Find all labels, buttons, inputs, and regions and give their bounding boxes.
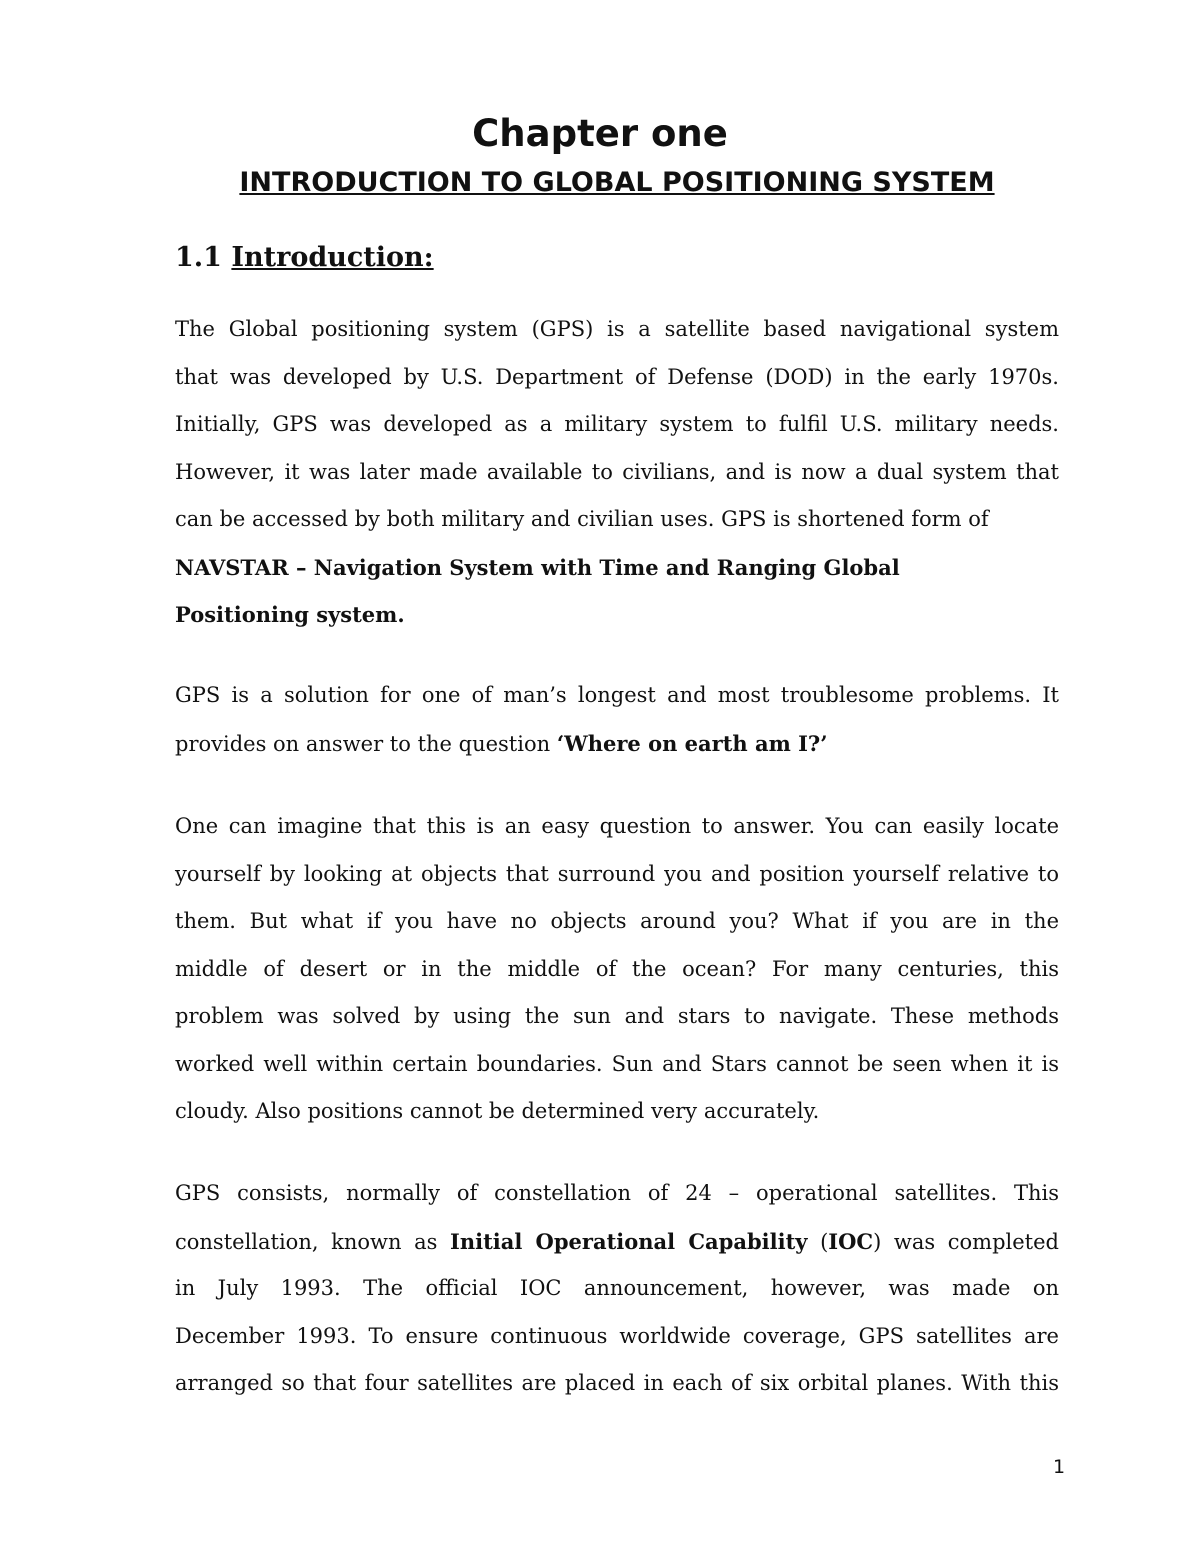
section-heading bbox=[175, 238, 434, 278]
question-quote: ‘Where on earth am I?’ bbox=[556, 730, 828, 756]
text-line: problem was solved by using the sun and stars to navigate. These methods bbox=[175, 1004, 1059, 1028]
section-title: Introduction: bbox=[231, 242, 434, 273]
text-line: can be accessed by both military and civilian uses. GPS is shortened form of bbox=[175, 507, 989, 531]
ioc-acronym: IOC bbox=[828, 1228, 874, 1254]
text-fragment: provides on answer to the question bbox=[175, 731, 557, 756]
section-number: 1.1 bbox=[175, 242, 222, 273]
text-line: The Global positioning system (GPS) is a satellite based navigational system bbox=[175, 317, 1059, 341]
text-line: However, it was later made available to civilians, and is now a dual system that bbox=[175, 459, 1059, 484]
chapter-title: Chapter one bbox=[472, 112, 728, 155]
page-number: 1 bbox=[1053, 1456, 1066, 1478]
text-line: them. But what if you have no objects around you? What if you are in the bbox=[175, 909, 1059, 933]
text-line-bold: NAVSTAR – Navigation System with Time and Ranging Global bbox=[175, 554, 900, 580]
paragraph-where-on-earth bbox=[175, 672, 1059, 767]
text-fragment: ( bbox=[807, 1229, 829, 1254]
text-line: in July 1993. The official IOC announcement, however, was made on bbox=[175, 1276, 1059, 1300]
text-line: Initially, GPS was developed as a military system to fulfil U.S. military needs. bbox=[175, 412, 1059, 436]
text-fragment: constellation, known as bbox=[175, 1229, 450, 1254]
text-line: One can imagine that this is an easy question to answer. You can easily locate bbox=[175, 814, 1059, 838]
text-line bbox=[175, 720, 1059, 768]
text-line: GPS is a solution for one of man’s longest and most troublesome problems. It bbox=[175, 683, 1059, 707]
chapter-subtitle: INTRODUCTION TO GLOBAL POSITIONING SYSTEM bbox=[239, 167, 995, 198]
text-line: cloudy. Also positions cannot be determined very accurately. bbox=[175, 1099, 820, 1123]
text-line: worked well within certain boundaries. Sun and Stars cannot be seen when it is bbox=[175, 1051, 1059, 1076]
text-line: yourself by looking at objects that surround you and position yourself relative to bbox=[175, 861, 1059, 886]
text-line: GPS consists, normally of constellation of 24 – operational satellites. This bbox=[175, 1181, 1059, 1205]
text-line: middle of desert or in the middle of the ocean? For many centuries, this bbox=[175, 956, 1059, 981]
paragraph-constellation bbox=[175, 1170, 1059, 1408]
text-line bbox=[175, 1218, 1059, 1266]
text-line-bold: Positioning system. bbox=[175, 602, 405, 627]
ioc-term: Initial Operational Capability bbox=[450, 1228, 808, 1254]
paragraph-navigation-history bbox=[175, 803, 1059, 1136]
text-fragment: ) was completed bbox=[873, 1229, 1059, 1254]
paragraph-gps-definition bbox=[175, 306, 1059, 639]
text-line: that was developed by U.S. Department of Defense (DOD) in the early 1970s. bbox=[175, 364, 1059, 389]
text-line: December 1993. To ensure continuous worldwide coverage, GPS satellites are bbox=[175, 1323, 1059, 1348]
text-line: arranged so that four satellites are placed in each of six orbital planes. With this bbox=[175, 1371, 1059, 1395]
